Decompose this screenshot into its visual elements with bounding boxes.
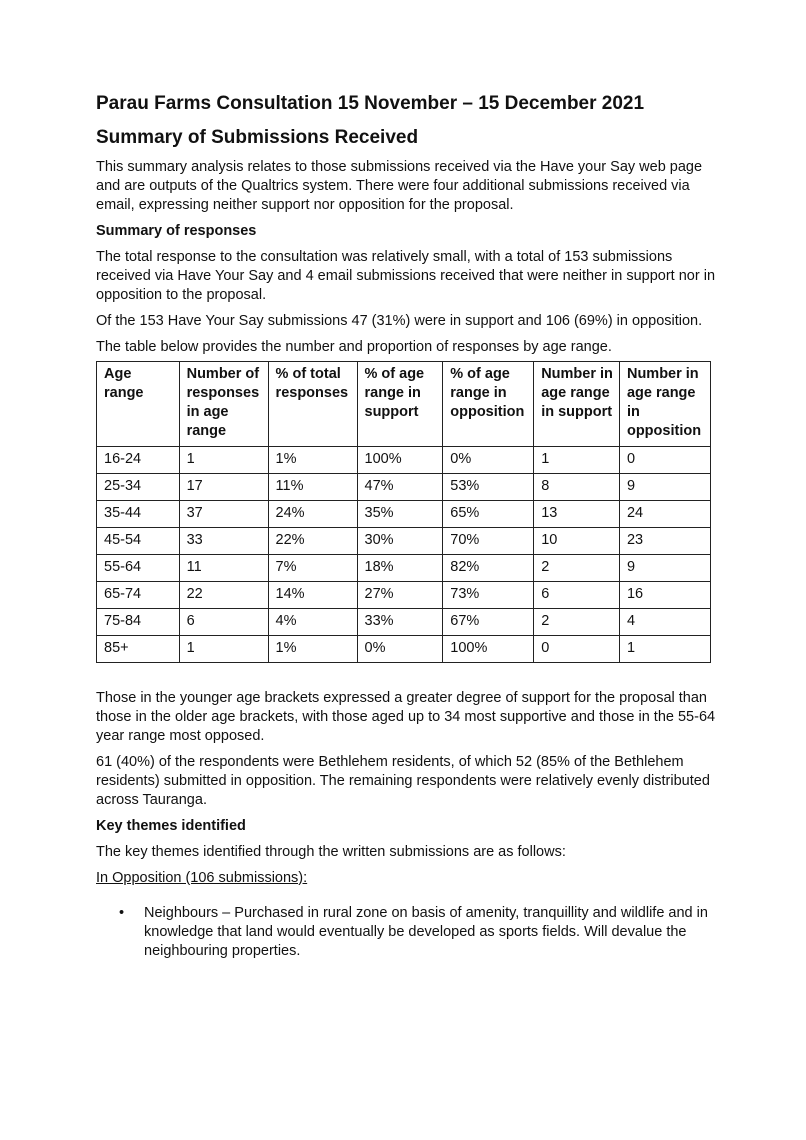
table-cell: 0 — [619, 447, 710, 474]
summary-paragraph-2: Of the 153 Have Your Say submissions 47 (31%) were in support and 106 (69%) in opposition. — [96, 313, 703, 329]
table-cell: 16 — [619, 582, 710, 609]
table-row — [97, 447, 711, 474]
table-cell: 14% — [268, 582, 357, 609]
table-row — [97, 555, 711, 582]
table-cell: 65% — [443, 501, 534, 528]
table-cell: 0 — [534, 636, 620, 663]
table-cell: 7% — [268, 555, 357, 582]
table-row — [97, 474, 711, 501]
header-percent-total: % of total responses — [268, 362, 357, 447]
table-cell: 100% — [357, 447, 443, 474]
table-cell: 100% — [443, 636, 534, 663]
table-cell: 47% — [357, 474, 443, 501]
table-cell: 2 — [534, 555, 620, 582]
table-cell: 1% — [268, 447, 357, 474]
table-cell: 33% — [357, 609, 443, 636]
header-percent-opposition: % of age range in opposition — [443, 362, 534, 447]
opposition-heading: In Opposition (106 submissions): — [96, 870, 308, 886]
table-row — [97, 609, 711, 636]
document-page — [96, 92, 716, 961]
table-cell: 73% — [443, 582, 534, 609]
table-row — [97, 528, 711, 555]
table-cell: 24% — [268, 501, 357, 528]
table-cell: 23 — [619, 528, 710, 555]
table-cell: 24 — [619, 501, 710, 528]
age-analysis-paragraph: Those in the younger age brackets expressed a greater degree of support for the proposal than those in the older age brackets, with those aged up to 34 most supportive and those in the 55-64 year range most opposed. — [96, 690, 716, 744]
table-cell: 82% — [443, 555, 534, 582]
table-cell: 65-74 — [97, 582, 180, 609]
summary-heading: Summary of responses — [96, 223, 257, 239]
table-header-row — [97, 362, 711, 447]
intro-paragraph: This summary analysis relates to those submissions received via the Have your Say web page and are outputs of the Qualtrics system. There were four additional submissions received via email, expressing neither support nor opposition for the proposal. — [96, 159, 703, 213]
table-cell: 75-84 — [97, 609, 180, 636]
table-cell: 9 — [619, 555, 710, 582]
table-row — [97, 582, 711, 609]
table-cell: 85+ — [97, 636, 180, 663]
bethlehem-paragraph: 61 (40%) of the respondents were Bethlehem residents, of which 52 (85% of the Bethlehem residents) submitted in opposition. The remaining respondents were relatively evenly distributed across Tauranga. — [96, 754, 710, 808]
table-cell: 10 — [534, 528, 620, 555]
table-cell: 16-24 — [97, 447, 180, 474]
age-range-table — [96, 361, 711, 663]
table-cell: 0% — [357, 636, 443, 663]
document-subtitle: Summary of Submissions Received — [96, 127, 419, 148]
table-cell: 1 — [179, 447, 268, 474]
list-item — [96, 904, 716, 961]
table-cell: 45-54 — [97, 528, 180, 555]
table-cell: 13 — [534, 501, 620, 528]
table-cell: 35-44 — [97, 501, 180, 528]
table-cell: 35% — [357, 501, 443, 528]
table-cell: 4% — [268, 609, 357, 636]
table-cell: 37 — [179, 501, 268, 528]
table-cell: 17 — [179, 474, 268, 501]
document-title: Parau Farms Consultation 15 November – 15 December 2021 — [96, 93, 645, 114]
table-cell: 70% — [443, 528, 534, 555]
header-percent-support: % of age range in support — [357, 362, 443, 447]
bullet-icon: • — [119, 905, 125, 921]
table-cell: 55-64 — [97, 555, 180, 582]
table-cell: 33 — [179, 528, 268, 555]
themes-heading: Key themes identified — [96, 818, 246, 834]
table-cell: 1% — [268, 636, 357, 663]
table-cell: 1 — [534, 447, 620, 474]
header-number-support: Number in age range in support — [534, 362, 620, 447]
table-cell: 27% — [357, 582, 443, 609]
table-cell: 9 — [619, 474, 710, 501]
table-cell: 22% — [268, 528, 357, 555]
themes-intro: The key themes identified through the written submissions are as follows: — [96, 844, 566, 860]
header-number-opposition: Number in age range in opposition — [619, 362, 710, 447]
table-cell: 53% — [443, 474, 534, 501]
table-row — [97, 636, 711, 663]
table-cell: 4 — [619, 609, 710, 636]
list-item-text: Neighbours – Purchased in rural zone on basis of amenity, tranquillity and wildlife and in knowledge that land would eventually be developed as sports fields. Will devalue the neighbouring properties. — [144, 905, 708, 959]
table-cell: 0% — [443, 447, 534, 474]
table-cell: 11% — [268, 474, 357, 501]
table-cell: 1 — [619, 636, 710, 663]
opposition-themes-list — [96, 904, 716, 961]
table-cell: 11 — [179, 555, 268, 582]
table-cell: 8 — [534, 474, 620, 501]
table-cell: 1 — [179, 636, 268, 663]
table-cell: 2 — [534, 609, 620, 636]
table-cell: 67% — [443, 609, 534, 636]
table-cell: 18% — [357, 555, 443, 582]
header-age-range: Age range — [97, 362, 180, 447]
table-cell: 6 — [179, 609, 268, 636]
table-cell: 25-34 — [97, 474, 180, 501]
table-cell: 30% — [357, 528, 443, 555]
table-cell: 6 — [534, 582, 620, 609]
table-cell: 22 — [179, 582, 268, 609]
table-intro: The table below provides the number and proportion of responses by age range. — [96, 339, 612, 355]
header-number-responses: Number of responses in age range — [179, 362, 268, 447]
summary-paragraph-1: The total response to the consultation was relatively small, with a total of 153 submissions received via Have Your Say and 4 email submissions received that were neither in support nor in opposition to the proposal. — [96, 249, 716, 303]
table-row — [97, 501, 711, 528]
